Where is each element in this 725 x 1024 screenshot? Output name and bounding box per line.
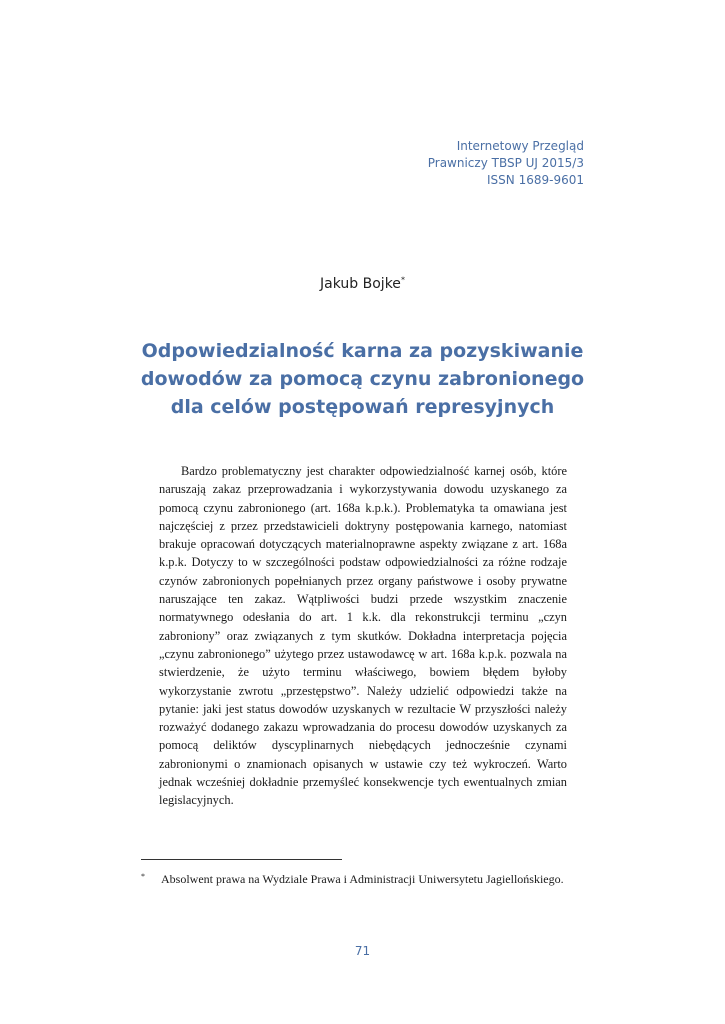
abstract-paragraph: Bardzo problematyczny jest charakter odpowiedzialność karnej osób, które naruszają zakaz przeprowadzania i wykorzystywania dowodu uzyskanego za pomocą czynu zabronionego (art. 168a k.p.k.). Problematyka ta omawiana jest najczęściej z przez przedstawicieli doktryny postępowania karnego, natomiast brakuje opracowań dotyczących materialnoprawne aspekty związane z art. 168a k.p.k. Dotyczy to w szczególności podstaw odpowiedzialności za różne rodzaje czynów zabronionych popełnianych przez organy państwowe i osoby prywatne naruszające ten zakaz. Wątpliwości budzi przede wszystkim znaczenie normatywnego odesłania do art. 1 k.k. dla rekonstrukcji terminu „czyn zabroniony” oraz związanych z tym skutków. Dokładna interpretacja pojęcia „czynu zabronionego” użytego przez ustawodawcę w art. 168a k.p.k. pozwala na stwierdzenie, że użyto terminu właściwego, bowiem błędem byłoby wykorzystanie zwrotu „przestępstwo”. Należy udzielić odpowiedzi także na pytanie: jaki jest status dowodów uzyskanych w rezultacie W przyszłości należy rozważyć dodanego zakazu wprowadzania do procesu dowodów uzyskanych za pomocą deliktów dyscyplinarnych niebędących jednocześnie czynami zabronionymi o znamionach opisanych w ustawie czy też wykroczeń. Warto jednak wcześniej dokładnie przemyśleć konsekwencje tych ewentualnych zmian legislacyjnych.: [159, 464, 567, 808]
title-line: dowodów za pomocą czynu zabronionego: [140, 368, 585, 390]
title-line: dla celów postępowań represyjnych: [170, 396, 555, 418]
footnote-marker: *: [141, 872, 145, 881]
author: [0, 276, 725, 292]
journal-name-line1: Internetowy Przegląd: [456, 139, 584, 153]
journal-info: [428, 138, 584, 189]
title-line: Odpowiedzialność karna za pozyskiwanie: [141, 340, 584, 362]
author-footnote-marker: *: [400, 275, 405, 285]
author-name: Jakub Bojke: [320, 276, 401, 292]
journal-name-line2: Prawniczy TBSP UJ 2015/3: [427, 156, 584, 170]
footnote-divider: [141, 859, 342, 860]
footnote-text: Absolwent prawa na Wydziale Prawa i Administracji Uniwersytetu Jagiellońskiego.: [161, 872, 564, 886]
article-title: [0, 337, 725, 421]
page-number: 71: [354, 944, 371, 958]
journal-issn: ISSN 1689-9601: [487, 173, 584, 187]
